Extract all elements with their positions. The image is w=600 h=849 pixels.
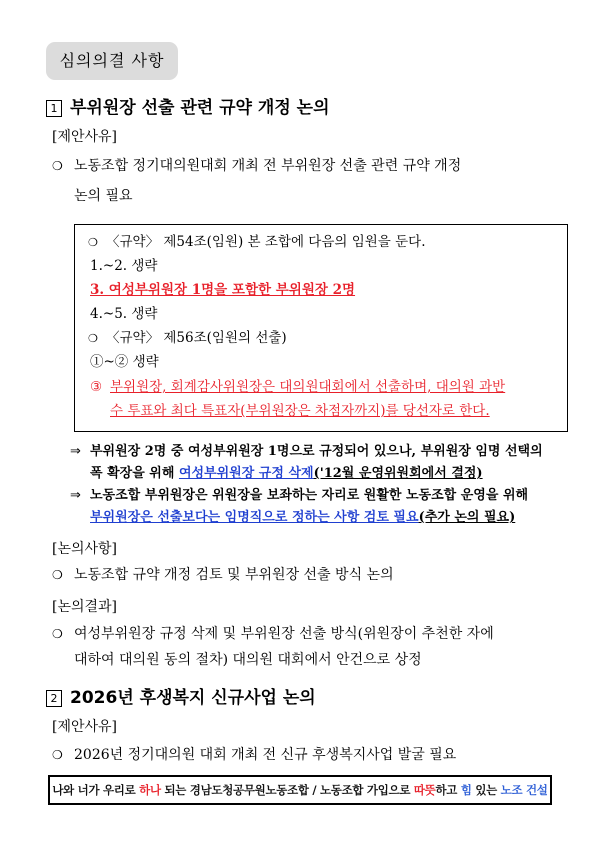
item1-reason-line2: 논의 필요 bbox=[74, 188, 133, 204]
item1-discuss-line: ❍ 노동조합 규약 개정 검토 및 부위원장 선출 방식 논의 bbox=[52, 567, 394, 583]
quote-b3-line2: 수 투표와 최다 특표자(부위원장은 차점자까지)를 당선자로 한다. bbox=[110, 403, 490, 419]
item2-reason-line1: ❍ 2026년 정기대의원 대회 개최 전 신규 후생복지사업 발굴 필요 bbox=[52, 747, 457, 763]
item2-reason-label: [제안사유] bbox=[52, 719, 118, 735]
note2-line1: ⇒ 노동조합 부위원장은 위원장을 보좌하는 자리로 원활한 노동조합 운영을 위해 bbox=[70, 486, 528, 506]
item1-result-line2: 대하여 대의원 동의 절차) 대의원 대회에서 안건으로 상정 bbox=[74, 652, 422, 668]
quote-a1: ❍ 〈규약〉 제54조(임원) 본 조합에 다음의 임원을 둔다. bbox=[88, 232, 426, 253]
note1-line2: 폭 확장을 위해 여성부위원장 규정 삭제('12월 운영위원회에서 결정) bbox=[90, 466, 483, 481]
item1-heading bbox=[46, 96, 330, 120]
circle-bullet-icon: ❍ bbox=[88, 332, 98, 345]
item2-number-box: 2 bbox=[46, 690, 62, 707]
section-tag: 심의의결 사항 bbox=[46, 42, 178, 80]
circle-bullet-icon: ❍ bbox=[52, 568, 63, 582]
note1-line1: ⇒ 부위원장 2명 중 여성부위원장 1명으로 규정되어 있으나, 부위원장 임명 선택의 bbox=[70, 442, 543, 462]
item1-discuss-label: [논의사항] bbox=[52, 541, 118, 557]
note2-line2: 부위원장은 선출보다는 임명직으로 정하는 사항 검토 필요(추가 논의 필요) bbox=[90, 510, 516, 525]
item1-title: 부위원장 선출 관련 규약 개정 논의 bbox=[70, 98, 330, 118]
item1-number-box: 1 bbox=[46, 100, 62, 117]
circle-bullet-icon: ❍ bbox=[52, 748, 63, 762]
quote-b3-line1: ③ 부위원장, 회계감사위원장은 대의원대회에서 선출하며, 대의원 과반 bbox=[90, 379, 506, 395]
item2-heading bbox=[46, 686, 316, 710]
arrow-icon: ⇒ bbox=[70, 444, 81, 459]
quote-a2: 1.~2. 생략 bbox=[90, 258, 158, 274]
item1-reason-line1: ❍ 노동조합 정기대의원대회 개최 전 부위원장 선출 관련 규약 개정 bbox=[52, 158, 462, 174]
circle-bullet-icon: ❍ bbox=[88, 236, 98, 249]
item1-result-line1: ❍ 여성부위원장 규정 삭제 및 부위원장 선출 방식(위원장이 추천한 자에 bbox=[52, 626, 494, 642]
arrow-icon: ⇒ bbox=[70, 488, 81, 503]
item1-reason-label: [제안사유] bbox=[52, 129, 118, 145]
quote-a4: 4.~5. 생략 bbox=[90, 306, 158, 322]
footer-slogan: 나와 너가 우리로 하나 되는 경남도청공무원노동조합 / 노동조합 가입으로 따뜻하고 힘 있는 노조 건설 bbox=[48, 775, 552, 805]
item1-result-label: [논의결과] bbox=[52, 599, 118, 615]
quote-a3: 3. 여성부위원장 1명을 포함한 부위원장 2명 bbox=[90, 282, 356, 298]
item2-title: 2026년 후생복지 신규사업 논의 bbox=[70, 688, 316, 708]
circle-bullet-icon: ❍ bbox=[52, 627, 63, 641]
quote-b1: ❍ 〈규약〉 제56조(임원의 선출) bbox=[88, 328, 287, 349]
quote-b2: ①~② 생략 bbox=[90, 354, 159, 370]
circle-bullet-icon: ❍ bbox=[52, 159, 63, 173]
